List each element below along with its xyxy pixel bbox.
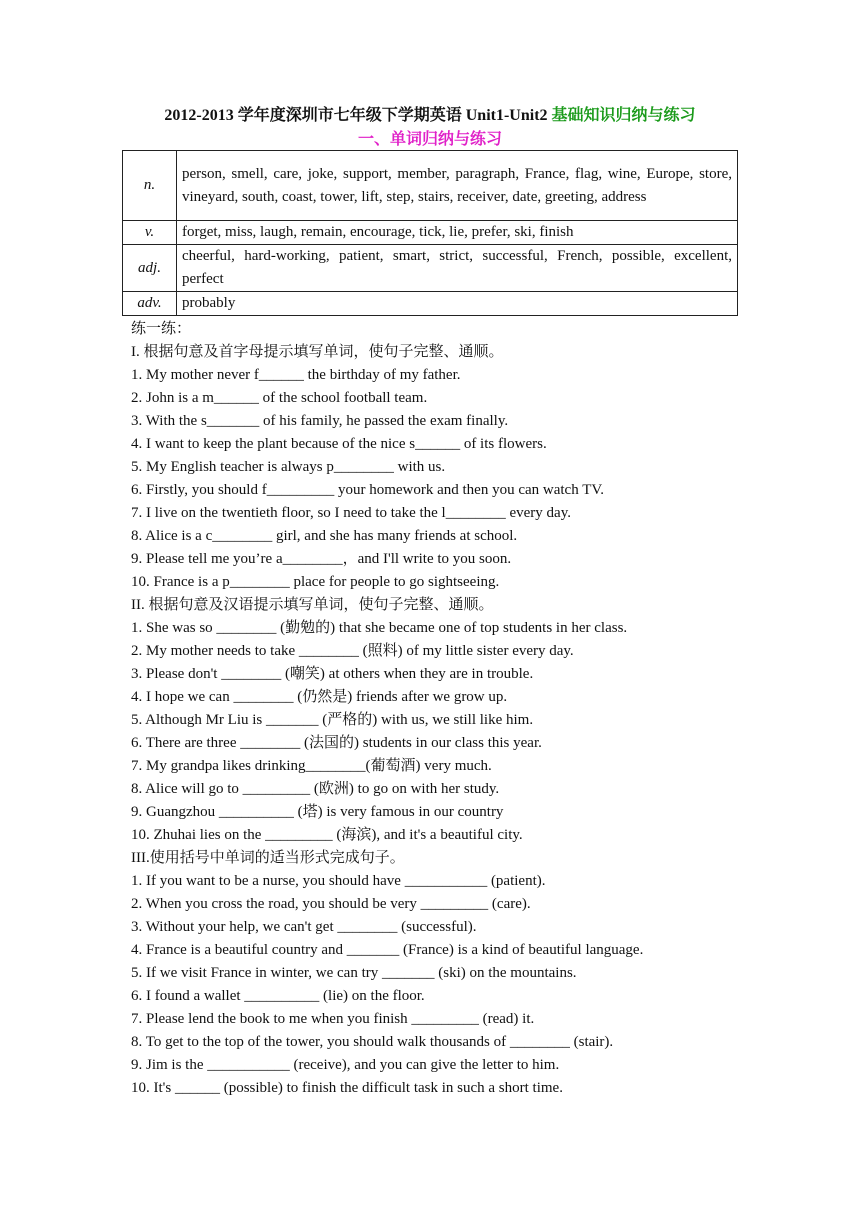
vocabulary-table bbox=[122, 150, 738, 316]
exercise-item: 8. Alice will go to _________ (欧洲) to go on with her study. bbox=[131, 781, 500, 797]
vocab-row-noun bbox=[123, 151, 738, 221]
section-heading: I. 根据句意及首字母提示填写单词，使句子完整、通顺。 bbox=[131, 344, 504, 360]
exercise-item: 5. Although Mr Liu is _______ (严格的) with us, we still like him. bbox=[131, 712, 534, 728]
exercise-item: 9. Guangzhou __________ (塔) is very famous in our country bbox=[131, 804, 504, 820]
exercise-item: 9. Please tell me you’re a________，and I'll write to you soon. bbox=[131, 551, 512, 567]
pos-cell: adv. bbox=[123, 292, 177, 316]
exercise-item: 6. I found a wallet __________ (lie) on the floor. bbox=[131, 988, 425, 1004]
exercise-item: 3. Without your help, we can't get ________ (successful). bbox=[131, 919, 477, 935]
title-main: 2012-2013 学年度深圳市七年级下学期英语 Unit1-Unit2 bbox=[164, 107, 552, 124]
vocab-row-adjective bbox=[123, 245, 738, 292]
exercise-item: 8. Alice is a c________ girl, and she has many friends at school. bbox=[131, 528, 518, 544]
exercise-item: 2. My mother needs to take ________ (照料) of my little sister every day. bbox=[131, 643, 574, 659]
section-subtitle: 一、单词归纳与练习 bbox=[357, 131, 502, 148]
exercise-item: 1. She was so ________ (勤勉的) that she became one of top students in her class. bbox=[131, 620, 628, 636]
section-heading: II. 根据句意及汉语提示填写单词，使句子完整、通顺。 bbox=[131, 597, 494, 613]
words-cell: person, smell, care, joke, support, member, paragraph, France, flag, wine, Europe, store, vineyard, south, coast, tower, lift, step, stairs, receiver, date, greeting, address bbox=[177, 151, 738, 221]
exercise-item: 6. Firstly, you should f_________ your homework and then you can watch TV. bbox=[131, 482, 605, 498]
exercise-item: 7. I live on the twentieth floor, so I need to take the l________ every day. bbox=[131, 505, 571, 521]
exercise-item: 4. France is a beautiful country and _______ (France) is a kind of beautiful language. bbox=[131, 942, 644, 958]
exercise-item: 2. When you cross the road, you should be very _________ (care). bbox=[131, 896, 531, 912]
document-title bbox=[0, 106, 860, 126]
exercise-item: 1. If you want to be a nurse, you should have ___________ (patient). bbox=[131, 873, 546, 889]
vocab-row-adverb bbox=[123, 292, 738, 316]
exercise-item: 1. My mother never f______ the birthday of my father. bbox=[131, 367, 461, 383]
words-cell: cheerful, hard-working, patient, smart, strict, successful, French, possible, excellent, perfect bbox=[177, 245, 738, 292]
exercise-item: 4. I want to keep the plant because of the nice s______ of its flowers. bbox=[131, 436, 547, 452]
exercise-item: 9. Jim is the ___________ (receive), and you can give the letter to him. bbox=[131, 1057, 560, 1073]
pos-cell: n. bbox=[123, 151, 177, 221]
exercise-item: 7. My grandpa likes drinking________(葡萄酒) very much. bbox=[131, 758, 492, 774]
words-cell: probably bbox=[177, 292, 738, 316]
title-green: 基础知识归纳与练习 bbox=[551, 107, 696, 124]
pos-cell: v. bbox=[123, 221, 177, 245]
exercise-item: 10. France is a p________ place for people to go sightseeing. bbox=[131, 574, 500, 590]
exercise-item: 10. Zhuhai lies on the _________ (海滨), and it's a beautiful city. bbox=[131, 827, 523, 843]
exercise-item: 7. Please lend the book to me when you finish _________ (read) it. bbox=[131, 1011, 535, 1027]
exercise-item: 6. There are three ________ (法国的) students in our class this year. bbox=[131, 735, 542, 751]
words-cell: forget, miss, laugh, remain, encourage, tick, lie, prefer, ski, finish bbox=[177, 221, 738, 245]
section-heading: III.使用括号中单词的适当形式完成句子。 bbox=[131, 850, 405, 866]
practice-heading: 练一练： bbox=[131, 321, 192, 337]
exercise-item: 8. To get to the top of the tower, you should walk thousands of ________ (stair). bbox=[131, 1034, 614, 1050]
exercise-body bbox=[131, 318, 751, 1100]
pos-cell: adj. bbox=[123, 245, 177, 292]
exercise-item: 2. John is a m______ of the school football team. bbox=[131, 390, 428, 406]
exercise-item: 4. I hope we can ________ (仍然是) friends after we grow up. bbox=[131, 689, 508, 705]
exercise-item: 3. With the s_______ of his family, he passed the exam finally. bbox=[131, 413, 509, 429]
exercise-item: 10. It's ______ (possible) to finish the difficult task in such a short time. bbox=[131, 1080, 563, 1096]
exercise-item: 5. My English teacher is always p________ with us. bbox=[131, 459, 446, 475]
exercise-item: 5. If we visit France in winter, we can try _______ (ski) on the mountains. bbox=[131, 965, 577, 981]
exercise-item: 3. Please don't ________ (嘲笑) at others when they are in trouble. bbox=[131, 666, 534, 682]
vocab-row-verb bbox=[123, 221, 738, 245]
